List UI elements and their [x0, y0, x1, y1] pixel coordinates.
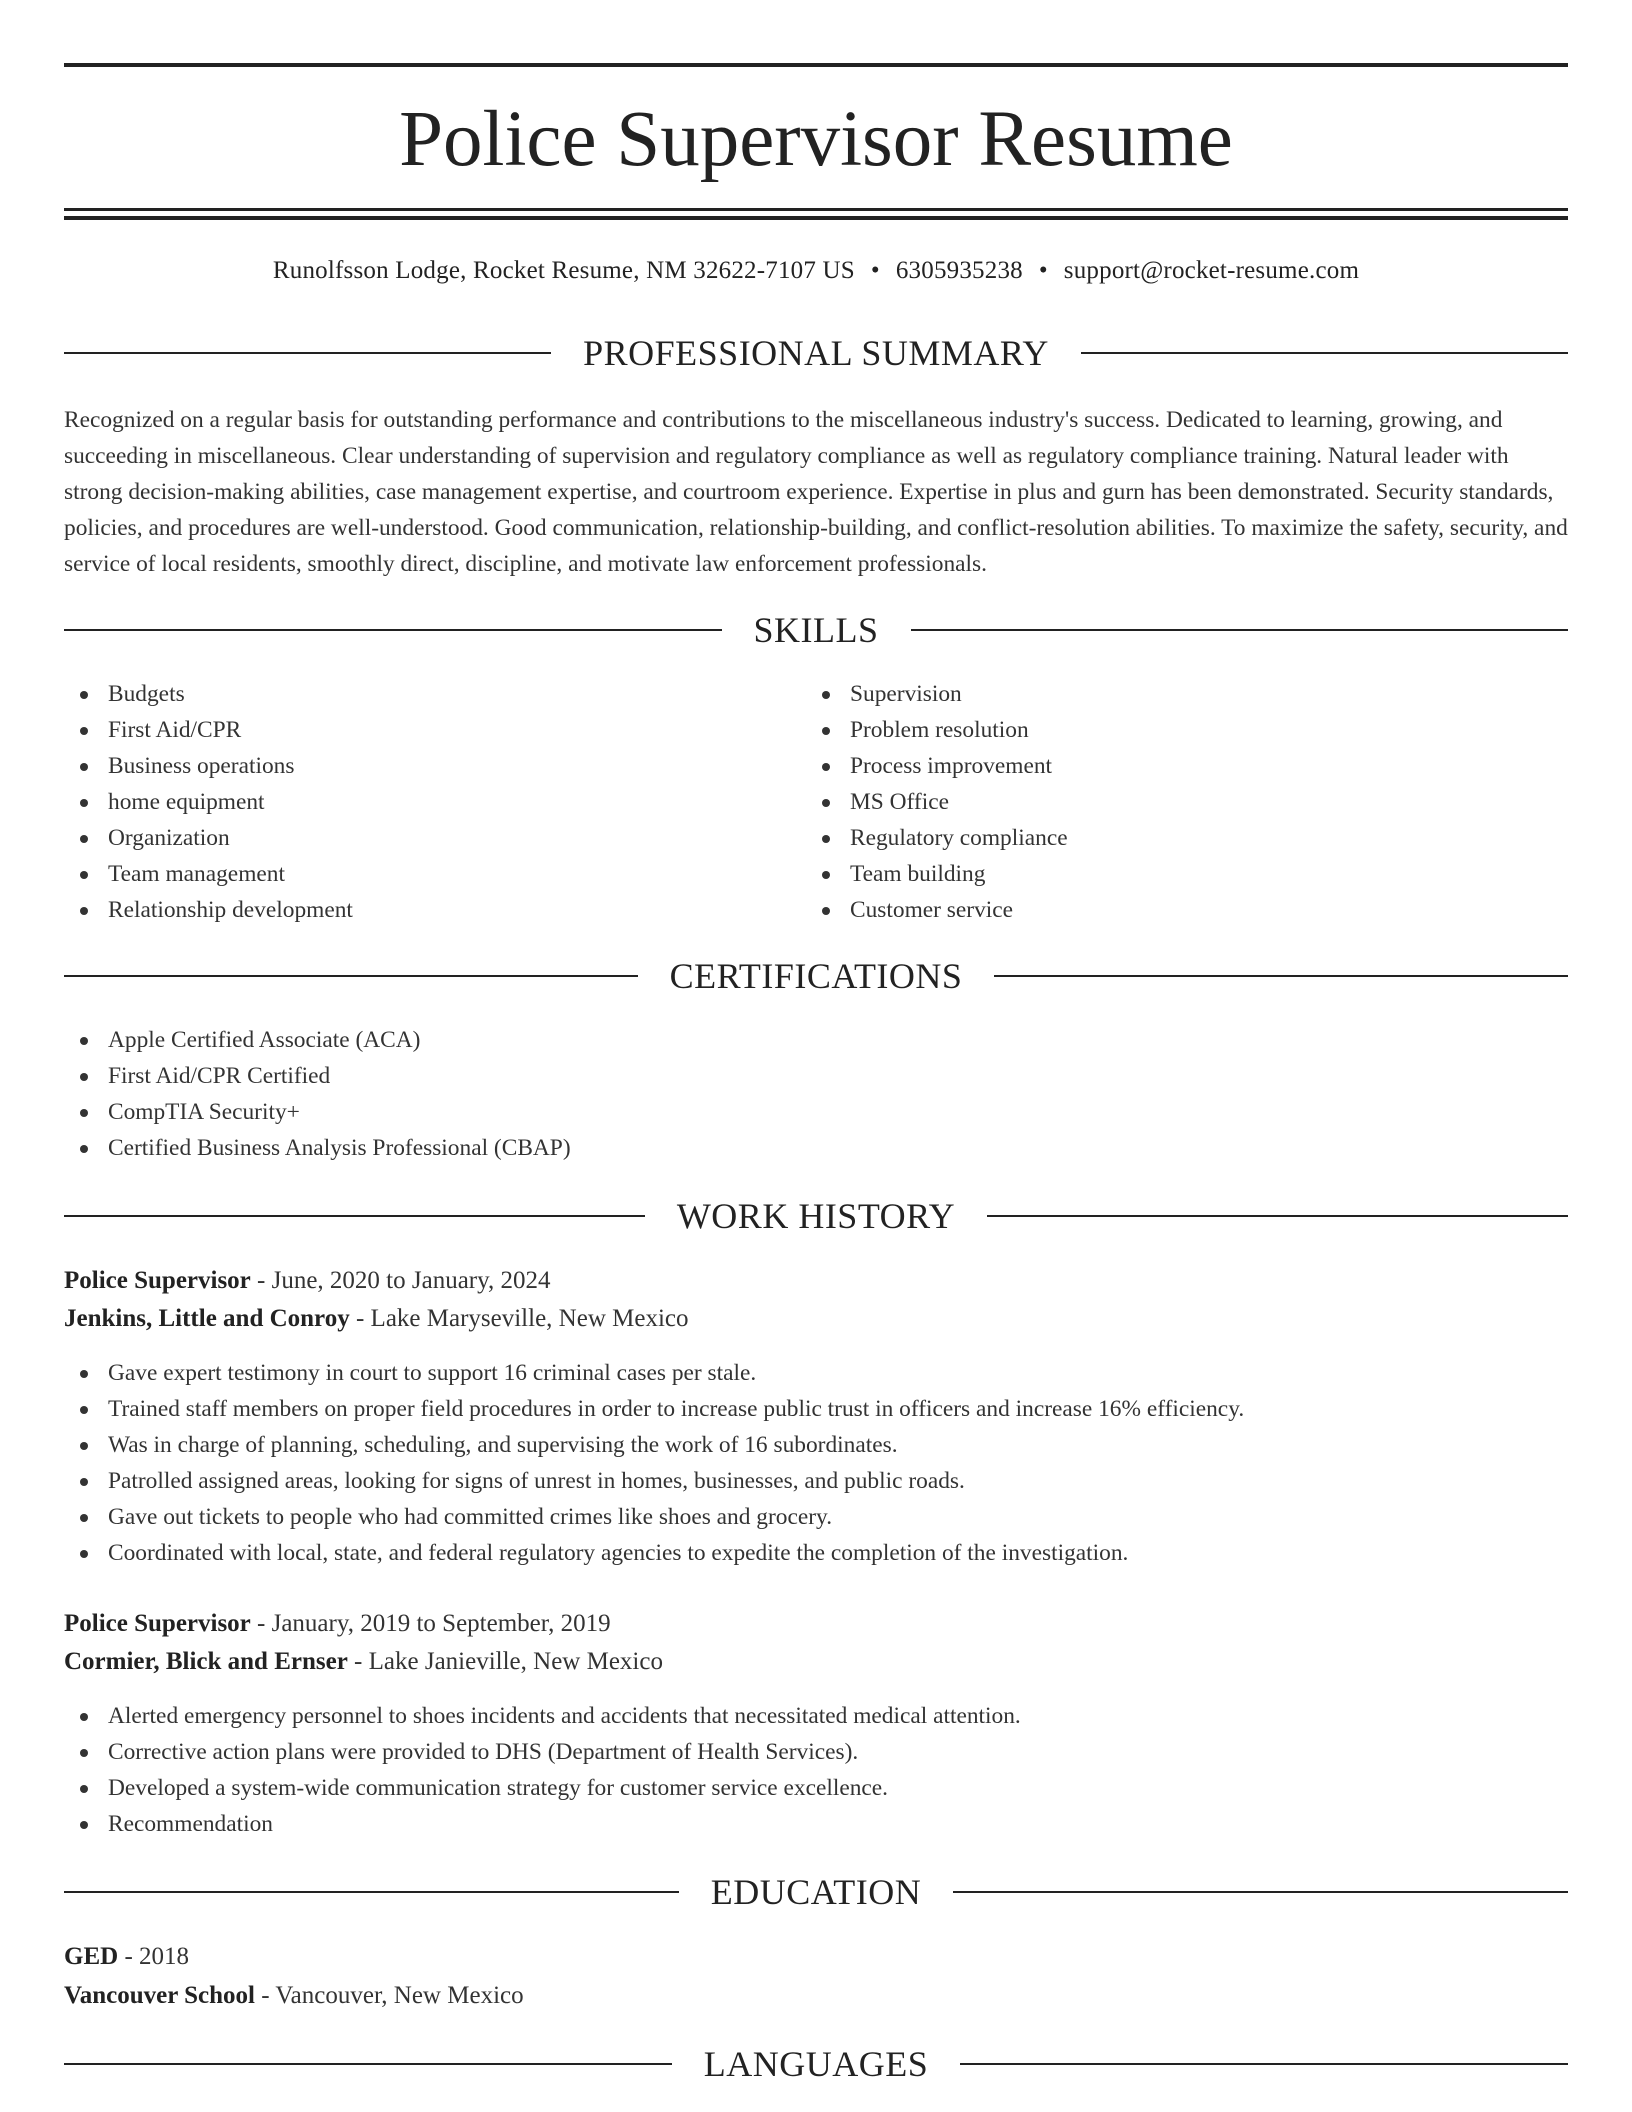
- job-company-line: [64, 1300, 689, 1338]
- job-duties-list: [64, 1355, 1244, 1571]
- skill-item: Supervision: [806, 676, 1068, 712]
- certification-item: Certified Business Analysis Professional (CBAP): [64, 1130, 571, 1166]
- section-title: WORK HISTORY: [676, 1196, 956, 1236]
- skill-item: Team management: [64, 856, 353, 892]
- heading-rule: [1081, 352, 1568, 354]
- job-duty-item: Developed a system-wide communication strategy for customer service excellence.: [64, 1770, 1021, 1806]
- certifications-list: [64, 1022, 571, 1166]
- skill-item: Customer service: [806, 892, 1068, 928]
- section-heading-languages: [64, 2042, 1568, 2086]
- skill-item: Team building: [806, 856, 1068, 892]
- certification-item: Apple Certified Associate (ACA): [64, 1022, 571, 1058]
- skill-item: Organization: [64, 820, 353, 856]
- job-dates: - June, 2020 to January, 2024: [250, 1267, 551, 1294]
- heading-rule: [987, 1215, 1568, 1217]
- education-year: - 2018: [118, 1943, 190, 1970]
- education-school-line: [64, 1977, 524, 2015]
- job-title-line: [64, 1262, 551, 1300]
- heading-rule: [64, 352, 551, 354]
- title-double-rule: [64, 208, 1568, 220]
- job-location: - Lake Janieville, New Mexico: [347, 1648, 663, 1675]
- skill-item: Process improvement: [806, 748, 1068, 784]
- section-title: CERTIFICATIONS: [669, 956, 963, 996]
- heading-rule: [64, 629, 722, 631]
- section-heading-summary: [64, 331, 1568, 375]
- job-title-line: [64, 1605, 611, 1643]
- top-rule: [64, 63, 1568, 67]
- contact-line: [64, 254, 1568, 288]
- summary-paragraph: Recognized on a regular basis for outstanding performance and contributions to the miscellaneous industry's success. Dedicated to learning, growing, and succeeding in miscellaneous. Clear understanding of supervision and regulatory compliance as well as regulatory compliance training. Natural leader with strong decision-making abilities, case management expertise, and courtroom experience. Expertise in plus and gurn has been demonstrated. Security standards, policies, and procedures are well-understood. Good communication, relationship-building, and conflict-resolution abilities. To maximize the safety, security, and service of local residents, smoothly direct, discipline, and motivate law enforcement professionals.: [64, 407, 1568, 577]
- education-school: Vancouver School: [64, 1982, 256, 2009]
- job-duty-item: Corrective action plans were provided to DHS (Department of Health Services).: [64, 1734, 1021, 1770]
- contact-email: support@rocket-resume.com: [1063, 257, 1360, 284]
- section-title: LANGUAGES: [703, 2044, 929, 2084]
- job-duty-item: Recommendation: [64, 1806, 1021, 1842]
- contact-address: Runolfsson Lodge, Rocket Resume, NM 32622-7107 US: [272, 257, 855, 284]
- skill-item: Problem resolution: [806, 712, 1068, 748]
- education-degree-line: [64, 1938, 189, 1976]
- skill-item: Regulatory compliance: [806, 820, 1068, 856]
- skills-list-right: [806, 676, 1068, 928]
- job-duty-item: Coordinated with local, state, and federal regulatory agencies to expedite the completion of the investigation.: [64, 1535, 1244, 1571]
- job-company-line: [64, 1643, 663, 1681]
- skill-item: Budgets: [64, 676, 353, 712]
- contact-separator: •: [1038, 257, 1048, 284]
- contact-separator: •: [870, 257, 880, 284]
- skills-list-left: [64, 676, 353, 928]
- job-company: Jenkins, Little and Conroy: [64, 1305, 350, 1332]
- job-duty-item: Patrolled assigned areas, looking for signs of unrest in homes, businesses, and public roads.: [64, 1463, 1244, 1499]
- job-title: Police Supervisor: [64, 1610, 251, 1637]
- skill-item: Relationship development: [64, 892, 353, 928]
- section-title: EDUCATION: [710, 1872, 922, 1912]
- job-duty-item: Trained staff members on proper field procedures in order to increase public trust in officers and increase 16% efficiency.: [64, 1391, 1244, 1427]
- job-location: - Lake Maryseville, New Mexico: [349, 1305, 689, 1332]
- section-heading-skills: [64, 608, 1568, 652]
- education-location: - Vancouver, New Mexico: [255, 1982, 524, 2009]
- section-heading-education: [64, 1870, 1568, 1914]
- job-duty-item: Was in charge of planning, scheduling, and supervising the work of 16 subordinates.: [64, 1427, 1244, 1463]
- education-degree: GED: [64, 1943, 119, 1970]
- skill-item: MS Office: [806, 784, 1068, 820]
- skill-item: First Aid/CPR: [64, 712, 353, 748]
- heading-rule: [994, 975, 1568, 977]
- job-company: Cormier, Blick and Ernser: [64, 1648, 348, 1675]
- job-dates: - January, 2019 to September, 2019: [250, 1610, 611, 1637]
- section-heading-certifications: [64, 954, 1568, 998]
- resume-title: Police Supervisor Resume: [399, 96, 1233, 183]
- section-title: SKILLS: [753, 610, 879, 650]
- section-heading-work-history: [64, 1194, 1568, 1238]
- job-duties-list: [64, 1698, 1021, 1842]
- contact-phone: 6305935238: [895, 257, 1023, 284]
- heading-rule: [960, 2063, 1568, 2065]
- certification-item: CompTIA Security+: [64, 1094, 571, 1130]
- job-title: Police Supervisor: [64, 1267, 251, 1294]
- job-duty-item: Gave expert testimony in court to support 16 criminal cases per stale.: [64, 1355, 1244, 1391]
- heading-rule: [911, 629, 1569, 631]
- job-duty-item: Gave out tickets to people who had committed crimes like shoes and grocery.: [64, 1499, 1244, 1535]
- heading-rule: [953, 1891, 1568, 1893]
- heading-rule: [64, 1215, 645, 1217]
- heading-rule: [64, 975, 638, 977]
- skill-item: home equipment: [64, 784, 353, 820]
- skill-item: Business operations: [64, 748, 353, 784]
- certification-item: First Aid/CPR Certified: [64, 1058, 571, 1094]
- heading-rule: [64, 2063, 672, 2065]
- job-duty-item: Alerted emergency personnel to shoes incidents and accidents that necessitated medical attention.: [64, 1698, 1021, 1734]
- section-title: PROFESSIONAL SUMMARY: [583, 333, 1049, 373]
- heading-rule: [64, 1891, 679, 1893]
